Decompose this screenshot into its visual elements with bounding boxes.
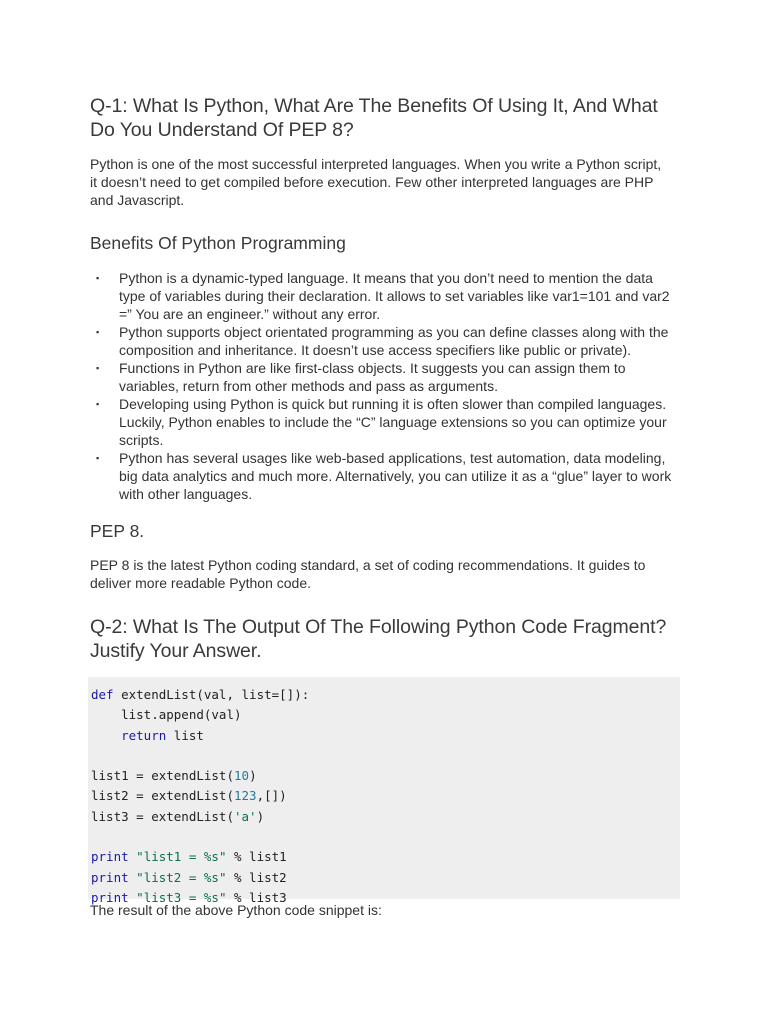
code-keyword: def <box>91 687 114 702</box>
bullet-icon: ▪ <box>96 327 100 337</box>
pep8-heading: PEP 8. <box>90 521 145 541</box>
pep8-text: PEP 8 is the latest Python coding standard, a set of coding recommendations. It guides to deliver more readable Python code. <box>90 557 646 591</box>
q1-title: Q-1: What Is Python, What Are The Benefits Of Using It, And What Do You Understand Of PEP 8? <box>90 95 658 141</box>
q2-title: Q-2: What Is The Output Of The Following Python Code Fragment? Justify Your Answer. <box>90 616 667 662</box>
code-keyword: return <box>121 727 167 743</box>
result-text: The result of the above Python code snippet is: <box>90 902 382 918</box>
code-keyword: print <box>91 849 129 865</box>
code-block <box>88 677 680 905</box>
benefits-heading: Benefits Of Python Programming <box>90 233 346 253</box>
code-content: def extendList(val, list=[]): list.append(val) return list list1 = extendList(10) list2 = extendList(123,[]) list3 = extendList('a') print "list1 = %s" % list1 print "list2 = %s" % list2 print "list3 = %s" % list3 <box>91 687 310 905</box>
benefit-item: ▪ Python has several usages like web-based applications, test automation, data modeling, big data analytics and much more. Alternatively, you can utilize it as a “glue” layer to work with other languages. <box>96 450 672 502</box>
benefit-item: ▪ Python supports object orientated programming as you can define classes along with the composition and inheritance. It doesn’t use access specifiers like public or private). <box>96 324 669 358</box>
benefit-item: ▪ Python is a dynamic-typed language. It means that you don’t need to mention the data type of variables during their declaration. It allows to set variables like var1=101 and var2 =” You are an engineer.” without any error. <box>96 270 670 322</box>
bullet-icon: ▪ <box>96 399 100 409</box>
bullet-icon: ▪ <box>96 453 100 463</box>
code-keyword: print <box>91 889 129 905</box>
bullet-icon: ▪ <box>96 363 100 373</box>
benefits-list <box>90 269 680 503</box>
q1-intro: Python is one of the most successful interpreted languages. When you write a Python script, it doesn’t need to get compiled before execution. Few other interpreted languages are PHP and Javascript. <box>90 156 662 208</box>
bullet-icon: ▪ <box>96 273 100 283</box>
benefit-item: ▪ Functions in Python are like first-class objects. It suggests you can assign them to variables, return from other methods and pass as arguments. <box>96 360 626 394</box>
benefit-item: ▪ Developing using Python is quick but running it is often slower than compiled languages. Luckily, Python enables to include the “C” language extensions so you can optimize your scripts. <box>96 396 667 448</box>
code-keyword: print <box>91 869 129 885</box>
